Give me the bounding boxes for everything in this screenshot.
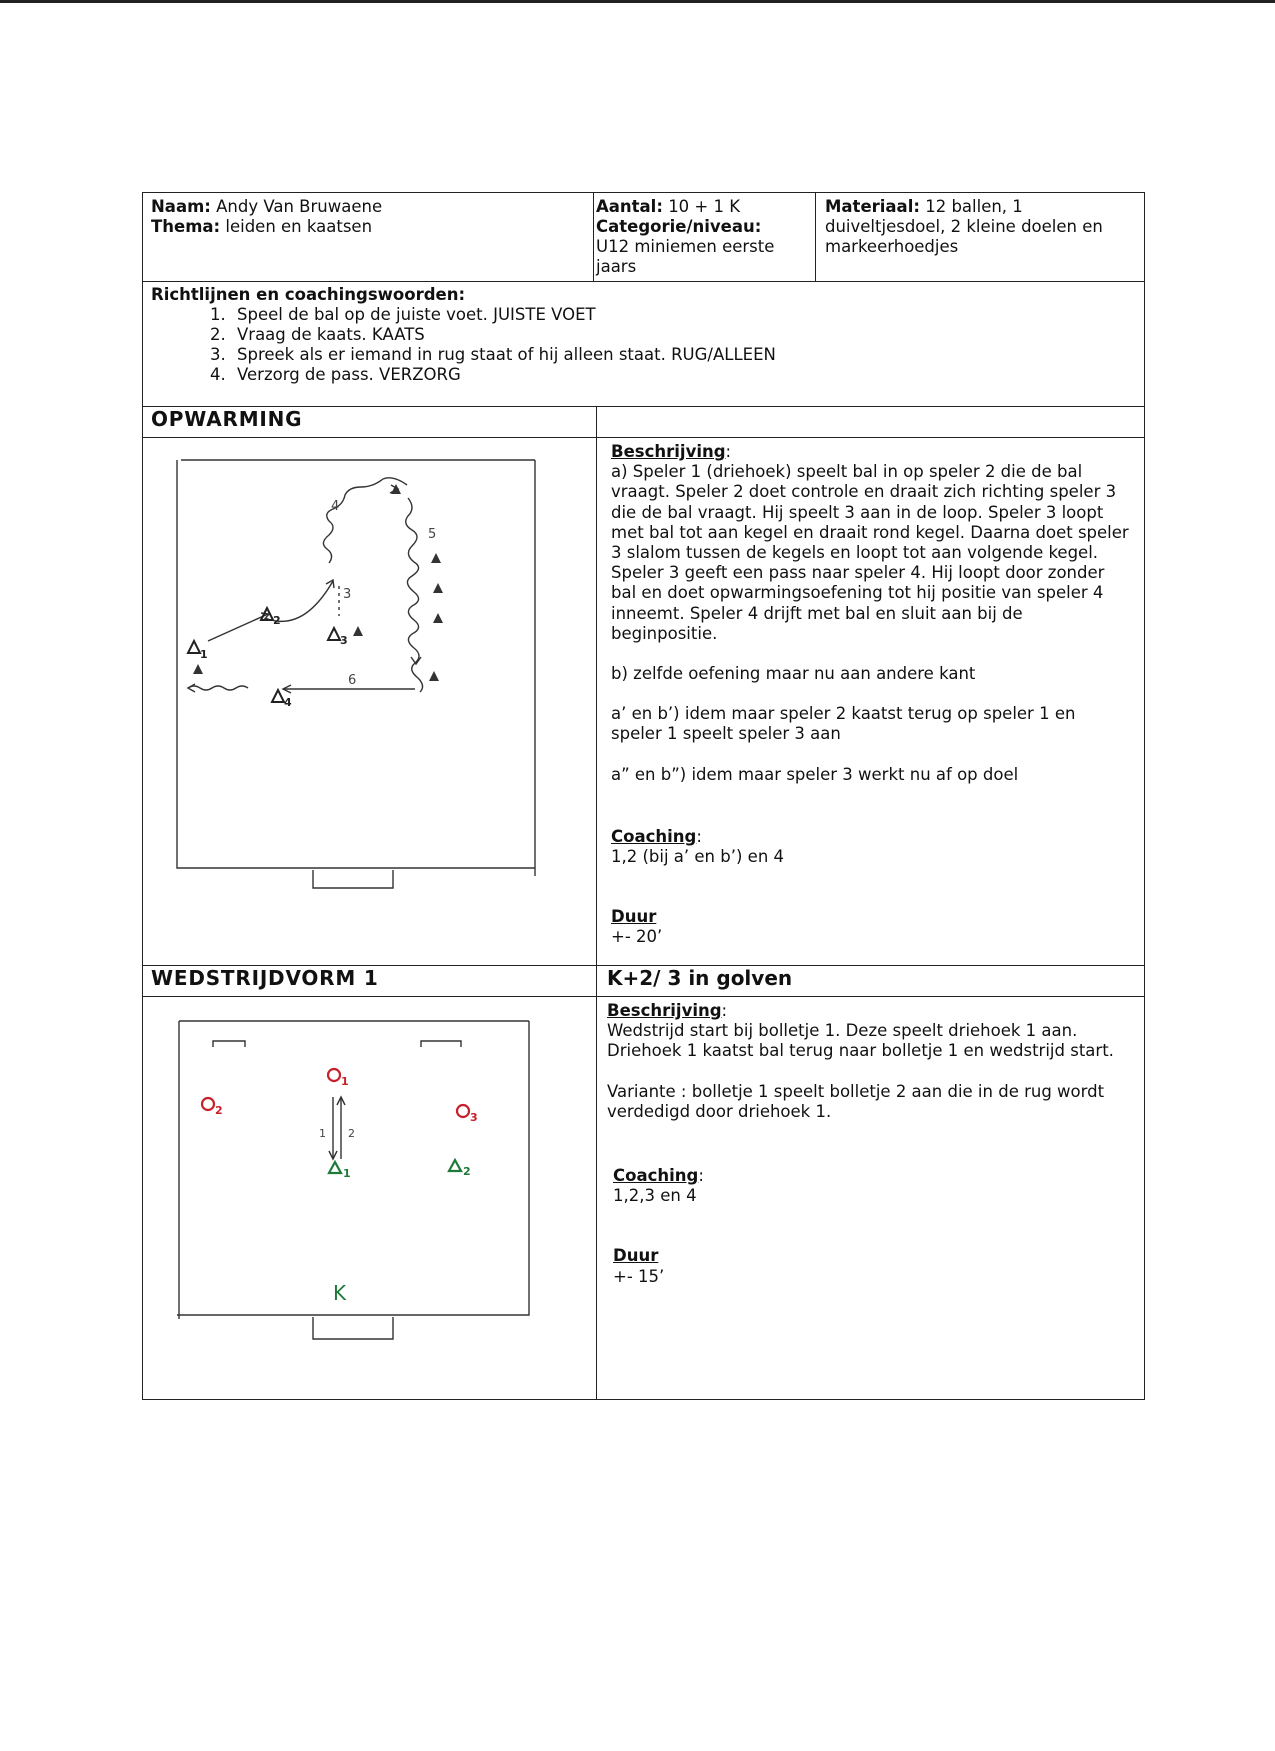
wedstrijdvorm-diagram <box>143 997 597 1399</box>
arrow-label: 2 <box>348 1127 355 1140</box>
guideline-item: 3. Spreek als er iemand in rug staat of hij alleen staat. RUG/ALLEEN <box>231 345 1136 365</box>
guideline-item: 4. Verzorg de pass. VERZORG <box>231 365 1136 385</box>
cone-icon <box>433 583 443 593</box>
coaching-value: 1,2,3 en 4 <box>613 1186 697 1206</box>
header-row <box>143 193 1144 282</box>
cone-icon <box>433 613 443 623</box>
thema-label: Thema: <box>151 217 221 236</box>
opwarming-sketch <box>143 438 595 966</box>
triangle-player-icon <box>449 1160 461 1171</box>
cone-icon <box>429 671 439 681</box>
players <box>188 608 340 702</box>
dribble-back-path <box>188 686 248 690</box>
opwarming-body-row <box>143 438 1144 966</box>
run-label: 4 <box>331 499 340 514</box>
player-number: 4 <box>284 696 292 709</box>
triangle-player-icon <box>329 1162 341 1173</box>
naam-value: Andy Van Bruwaene <box>216 197 383 216</box>
categorie-label: Categorie/niveau: <box>596 217 762 236</box>
aantal-value: 10 + 1 K <box>668 197 741 216</box>
cone-icon <box>431 553 441 563</box>
player-number: 3 <box>470 1111 478 1124</box>
player-number: 1 <box>343 1167 351 1180</box>
description-paragraph: b) zelfde oefening maar nu aan andere kant <box>611 664 976 684</box>
description-paragraph: Variante : bolletje 1 speelt bolletje 2 aan die in de rug wordt verdedigd door driehoek 1. <box>607 1081 1105 1121</box>
player-number: 2 <box>273 614 281 627</box>
duur-value: +- 15’ <box>613 1266 665 1286</box>
run-label: 5 <box>428 527 437 542</box>
player-number: 2 <box>463 1165 471 1178</box>
wedstrijdvorm-header-row <box>143 966 1144 997</box>
opwarming-header-right <box>597 407 1144 437</box>
materiaal-value: 12 ballen, 1 duiveltjesdoel, 2 kleine doelen en markeerhoedjes <box>825 197 1103 256</box>
wedstrijdvorm-subtitle: K+2/ 3 in golven <box>607 966 793 990</box>
description-paragraph: a” en b”) idem maar speler 3 werkt nu af op doel <box>611 764 1019 784</box>
beschrijving-label: Beschrijving <box>611 442 726 461</box>
opwarming-diagram <box>143 438 597 965</box>
run-label: 3 <box>343 587 352 602</box>
cone-icon <box>193 664 203 674</box>
description-paragraph: a’ en b’) idem maar speler 2 kaatst terug op speler 1 en speler 1 speelt speler 3 aan <box>611 704 1076 744</box>
guidelines-title: Richtlijnen en coachingswoorden: <box>151 285 466 304</box>
player-number: 1 <box>341 1075 349 1088</box>
goal-shape <box>313 1317 393 1339</box>
pass-label: 6 <box>348 673 357 688</box>
triangle-player-icon <box>188 641 200 653</box>
beschrijving-label: Beschrijving <box>607 1001 722 1020</box>
triangle-player-icon <box>328 628 340 640</box>
description-paragraph: Wedstrijd start bij bolletje 1. Deze speelt driehoek 1 aan. Driehoek 1 kaatst bal terug naar bolletje 1 en wedstrijd start. <box>607 1021 1114 1061</box>
guideline-item: 2. Vraag de kaats. KAATS <box>231 325 1136 345</box>
guideline-item: 1. Speel de bal op de juiste voet. JUISTE VOET <box>231 305 1136 325</box>
duur-label: Duur <box>611 907 657 927</box>
arrow-head <box>411 657 421 664</box>
arrow-head <box>188 684 195 692</box>
wedstrijdvorm-description: Beschrijving: Wedstrijd start bij bolletje 1. Deze speelt driehoek 1 aan. Driehoek 1 kaatst bal terug naar bolletje 1 en wedstrijd start. Variante : bolletje 1 speelt bolletje 2 aan die in de rug wordt verdedigd door driehoek 1. Coaching: 1,2,3 en 4 Duur +- 15’ <box>597 997 1144 1399</box>
aantal-label: Aantal: <box>596 197 663 216</box>
thema-value: leiden en kaatsen <box>225 217 373 236</box>
categorie-value: U12 miniemen eerste jaars <box>596 237 775 276</box>
guidelines-cell <box>143 282 1144 406</box>
name-theme-cell <box>143 193 594 281</box>
naam-label: Naam: <box>151 197 211 216</box>
small-goal-shape <box>421 1041 461 1047</box>
coaching-value: 1,2 (bij a’ en b’) en 4 <box>611 847 785 867</box>
wedstrijdvorm-body-row <box>143 997 1144 1399</box>
circle-player-icon <box>457 1105 469 1117</box>
small-goal-shape <box>213 1041 245 1047</box>
circle-player-icon <box>328 1069 340 1081</box>
circle-player-icon <box>202 1098 214 1110</box>
player-number: 2 <box>215 1104 223 1117</box>
player-number: 3 <box>340 634 348 647</box>
wedstrijdvorm-title: WEDSTRIJDVORM 1 <box>143 966 597 996</box>
description-paragraph: a) Speler 1 (driehoek) speelt bal in op speler 2 die de bal vraagt. Speler 2 doet controle en draait zich richting speler 3 die de bal vraagt. Hij speelt 3 aan in de loop. Speler 3 loopt met bal tot aan kegel en draait rond kegel. Daarna doet speler 3 slalom tussen de kegels en loopt tot aan volgende kegel. Speler 3 geeft een pass naar speler 4. Hij loopt door zonder bal en doet opwarmingsoefening tot hij positie van speler 4 inneemt. Speler 4 drijft met bal en sluit aan bij de beginpositie. <box>611 462 1129 643</box>
keeper-label: K <box>333 1281 347 1305</box>
pitch-outline <box>177 460 535 876</box>
materiaal-label: Materiaal: <box>825 197 920 216</box>
opwarming-header-row <box>143 407 1144 438</box>
pass-arrow <box>208 614 268 641</box>
arrow-label: 1 <box>319 1127 326 1140</box>
guidelines-list <box>151 305 1136 385</box>
pitch-outline <box>177 1021 529 1319</box>
aantal-cell <box>594 193 816 281</box>
cones <box>193 484 443 681</box>
coaching-label: Coaching <box>611 826 697 846</box>
triangle-player-icon <box>272 690 284 702</box>
duur-label: Duur <box>613 1246 659 1266</box>
slalom-path <box>406 498 423 692</box>
duur-value: +- 20’ <box>611 927 663 947</box>
opwarming-description: Beschrijving: a) Speler 1 (driehoek) speelt bal in op speler 2 die de bal vraagt. Speler 2 doet controle en draait zich richting speler 3 die de bal vraagt. Hij speelt 3 aan in de loop. Speler 3 loopt met bal tot aan kegel en draait rond kegel. Daarna doet speler 3 slalom tussen de kegels en loopt tot aan volgende kegel. Speler 3 geeft een pass naar speler 4. Hij loopt door zonder bal en doet opwarmingsoefening tot hij positie van speler 4 inneemt. Speler 4 drijft met bal en sluit aan bij de beginpositie. b) zelfde oefening maar nu aan andere kant a’ en b’) idem maar speler 2 kaatst terug op speler 1 en speler 1 speelt speler 3 aan a” en b”) idem maar speler 3 werkt nu af op doel Coaching: 1,2 (bij a’ en b’) en 4 Duur +- 20’ <box>611 442 1129 947</box>
scan-edge-line <box>0 0 1275 3</box>
goal-shape <box>313 870 393 888</box>
training-sheet <box>142 192 1145 1400</box>
cone-icon <box>353 626 363 636</box>
materiaal-cell <box>816 193 1144 281</box>
coaching-label: Coaching <box>613 1166 699 1186</box>
player-number: 1 <box>200 648 208 661</box>
guidelines-row <box>143 282 1144 407</box>
wedstrijdvorm-sketch <box>143 997 595 1399</box>
opwarming-title: OPWARMING <box>143 407 597 437</box>
